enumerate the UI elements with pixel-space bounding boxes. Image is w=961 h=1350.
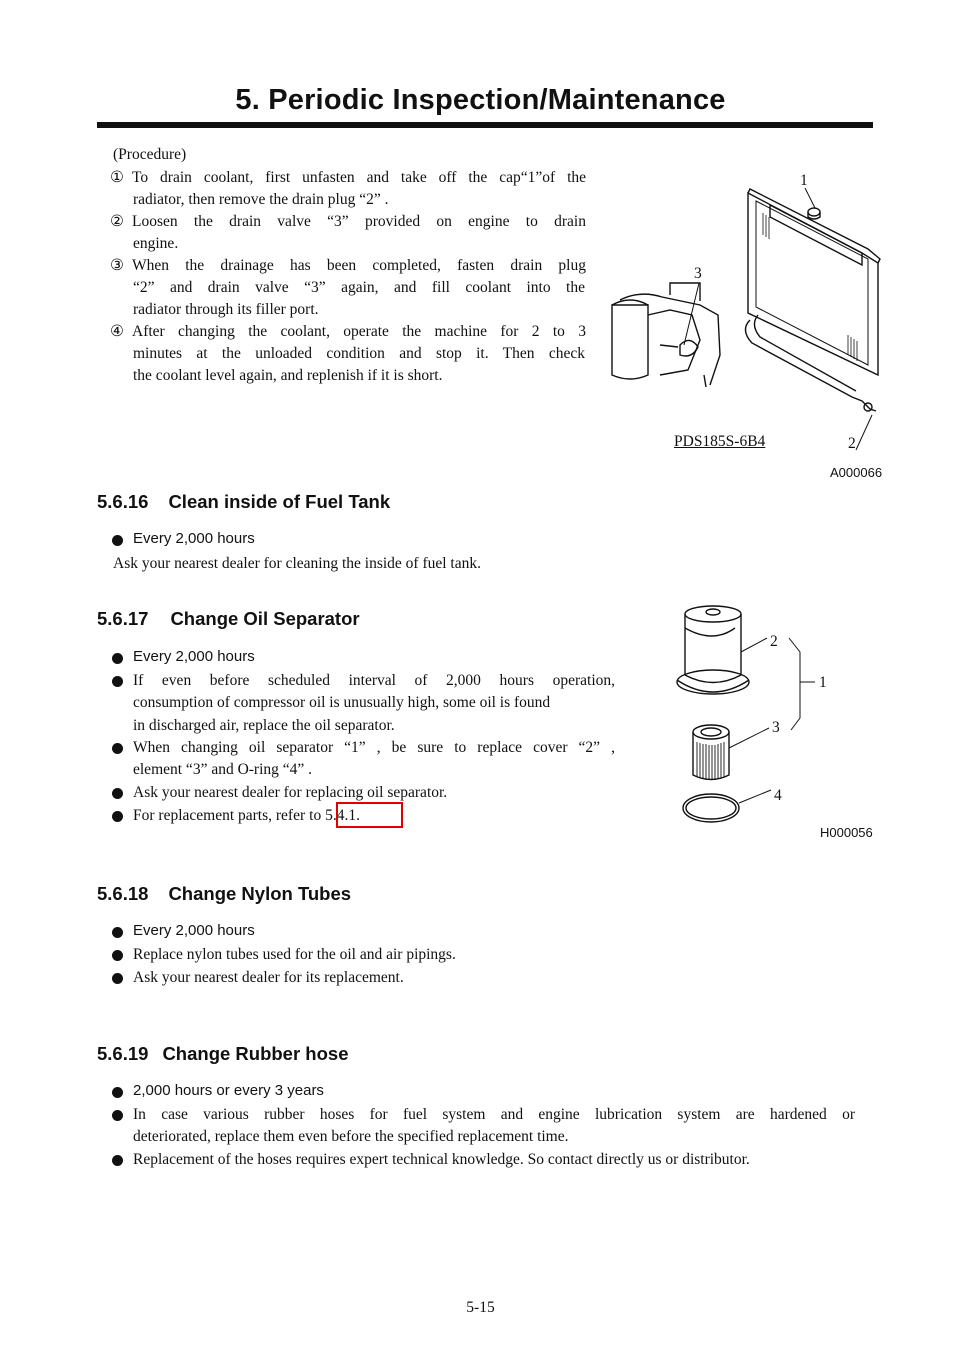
separator-label-1: 1 bbox=[819, 674, 827, 691]
section-5-6-18-heading: 5.6.18 Change Nylon Tubes bbox=[97, 883, 352, 904]
step-number: ④ bbox=[110, 323, 124, 340]
figure-code-a: A000066 bbox=[830, 465, 883, 480]
step-number: ② bbox=[110, 213, 124, 230]
step-1-line-1: ① To drain coolant, first unfasten and take off the cap“1”of the bbox=[110, 167, 586, 189]
bullet-icon bbox=[112, 950, 123, 961]
step-1-line-2: radiator, then remove the drain plug “2” . bbox=[133, 191, 389, 208]
figure-code-h: H000056 bbox=[820, 825, 873, 840]
separator-label-3: 3 bbox=[772, 719, 780, 736]
bullet-icon bbox=[112, 676, 123, 687]
separator-label-4: 4 bbox=[774, 787, 782, 804]
s16-text: Ask your nearest dealer for cleaning the inside of fuel tank. bbox=[113, 555, 481, 572]
bullet-icon bbox=[112, 788, 123, 799]
step-2-line-1: ② Loosen the drain valve “3” provided on engine to drain bbox=[110, 211, 586, 233]
model-label: PDS185S-6B4 bbox=[674, 433, 766, 450]
bullet-icon bbox=[112, 1155, 123, 1166]
step-3-line-3: radiator through its filler port. bbox=[133, 301, 319, 318]
radiator-label-3: 3 bbox=[694, 265, 702, 282]
radiator-label-1: 1 bbox=[800, 172, 808, 189]
radiator-label-2: 2 bbox=[848, 435, 856, 452]
step-3-line-1: ③ When the drainage has been completed, fasten drain plug bbox=[110, 255, 586, 277]
bullet-icon bbox=[112, 653, 123, 664]
link-highlight-box bbox=[336, 802, 403, 828]
reference-link[interactable]: to 5.4.1. bbox=[309, 807, 360, 824]
title-rule bbox=[97, 122, 873, 128]
bullet-icon bbox=[112, 1087, 123, 1098]
step-number: ③ bbox=[110, 257, 124, 274]
bullet-icon bbox=[112, 973, 123, 984]
bullet-icon bbox=[112, 811, 123, 822]
bullet-icon bbox=[112, 927, 123, 938]
bullet-icon bbox=[112, 535, 123, 546]
section-5-6-17-heading: 5.6.17 Change Oil Separator bbox=[97, 608, 360, 629]
step-number: ① bbox=[110, 169, 124, 186]
step-4-line-3: the coolant level again, and replenish if it is short. bbox=[133, 367, 443, 384]
step-2-line-2: engine. bbox=[133, 235, 179, 252]
step-4-line-2: minutes at the unloaded condition and stop it. Then check bbox=[133, 345, 585, 362]
procedure-heading: (Procedure) bbox=[113, 146, 187, 163]
page-title: 5. Periodic Inspection/Maintenance bbox=[235, 84, 726, 116]
separator-label-2: 2 bbox=[770, 633, 778, 650]
step-3-line-2: “2” and drain valve “3” again, and fill coolant into the bbox=[133, 279, 585, 296]
oil-separator-illustration bbox=[665, 600, 845, 835]
radiator-drain-illustration bbox=[600, 165, 890, 460]
bullet-icon bbox=[112, 1110, 123, 1121]
section-5-6-19-heading: 5.6.19 Change Rubber hose bbox=[97, 1043, 349, 1064]
step-4-line-1: ④ After changing the coolant, operate the machine for 2 to 3 bbox=[110, 321, 586, 343]
section-5-6-16-heading: 5.6.16 Clean inside of Fuel Tank bbox=[97, 491, 391, 512]
page-number: 5-15 bbox=[466, 1299, 495, 1316]
bullet-icon bbox=[112, 743, 123, 754]
